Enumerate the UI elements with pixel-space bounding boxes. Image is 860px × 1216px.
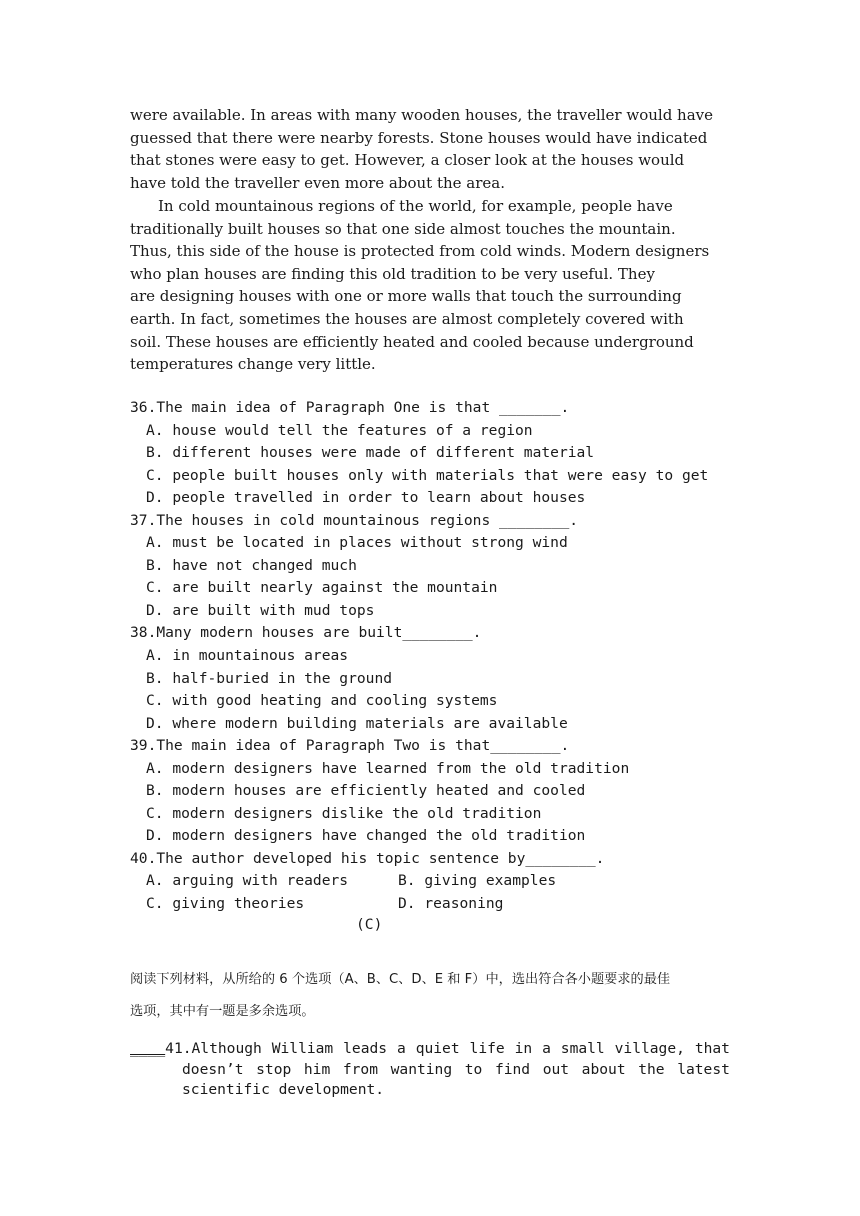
passage-paragraph-1 [130, 104, 730, 194]
question-40-option-c: C. giving theories [146, 895, 305, 913]
word: the [638, 1060, 665, 1078]
instruction-line: 阅读下列材料，从所给的 6 个选项（A、B、C、D、E 和 F）中，选出符合各小题要求的最佳 [130, 972, 671, 987]
question-39-option-c: C. modern designers dislike the old tradition [146, 804, 542, 822]
text-line: were available. In areas with many wooden houses, the traveller would have [130, 106, 714, 124]
question-39-stem: 39.The main idea of Paragraph Two is that________. [130, 737, 570, 755]
instructions [130, 964, 730, 1028]
question-37-option-d: D. are built with mud tops [146, 601, 375, 619]
word: quiet [415, 1040, 460, 1057]
question-38-option-b: B. half-buried in the ground [146, 669, 393, 687]
text-line: guessed that there were nearby forests. Stone houses would have indicated [130, 128, 708, 147]
question-36-option-a: A. house would tell the features of a region [146, 421, 533, 439]
text-line: are designing houses with one or more walls that touch the surrounding [130, 287, 682, 306]
question-39-option-a: A. modern designers have learned from the old tradition [146, 759, 630, 777]
question-38-option-d: D. where modern building materials are available [146, 714, 568, 732]
question-36-option-b: B. different houses were made of different material [146, 444, 595, 462]
word: William [271, 1040, 334, 1057]
word: latest [677, 1060, 730, 1078]
question-40-options-row-1 [130, 870, 730, 893]
word: 41.Although [165, 1040, 262, 1057]
question-36-stem: 36.The main idea of Paragraph One is that _______. [130, 399, 570, 416]
text-line: who plan houses are finding this old tradition to be very useful. They [130, 264, 655, 283]
question-36-option-d: D. people travelled in order to learn about houses [146, 489, 586, 507]
question-40-option-d: D. reasoning [398, 895, 504, 913]
section-label: (C) [356, 916, 383, 933]
text-line: In cold mountainous regions of the world, for example, people have [158, 197, 673, 215]
word: leads [343, 1040, 388, 1057]
word: life [469, 1040, 505, 1057]
question-39-option-d: D. modern designers have changed the old tradition [146, 827, 586, 845]
question-41-lead [130, 1039, 262, 1060]
word: from [342, 1060, 379, 1078]
word: about [581, 1060, 626, 1078]
word: to [464, 1060, 483, 1078]
text-line: traditionally built houses so that one side almost touches the mountain. [130, 219, 676, 238]
question-37-option-a: A. must be located in places without strong wind [146, 534, 568, 552]
question-38-option-c: C. with good heating and cooling systems [146, 692, 498, 710]
instruction-line: 选项，其中有一题是多余选项。 [130, 1004, 315, 1019]
question-40-option-a: A. arguing with readers [146, 872, 349, 890]
word: out [542, 1060, 570, 1078]
word: doesn’t [182, 1060, 244, 1078]
word: wanting [390, 1060, 453, 1078]
word: find [494, 1060, 531, 1078]
text-line: have told the traveller even more about the area. [130, 173, 505, 192]
word: in [514, 1040, 533, 1057]
word: village, [614, 1040, 685, 1057]
word: that [694, 1040, 730, 1057]
passage-paragraph-2 [130, 195, 730, 376]
text-line: earth. In fact, sometimes the houses are almost completely covered with [130, 309, 684, 328]
word: stop [256, 1060, 292, 1078]
word: a [542, 1040, 551, 1057]
question-41-line-1 [130, 1039, 730, 1060]
question-37-option-c: C. are built nearly against the mountain [146, 579, 498, 597]
question-41-line-2 [130, 1060, 730, 1081]
word: a [396, 1040, 406, 1057]
question-41-line-3-text: scientific development. [182, 1081, 385, 1098]
question-37-option-b: B. have not changed much [146, 556, 357, 574]
text-line: Thus, this side of the house is protected from cold winds. Modern designers [130, 242, 710, 261]
question-37-stem: 37.The houses in cold mountainous regions ________. [130, 511, 579, 529]
question-40-options-row-2 [130, 893, 730, 916]
word: small [560, 1040, 605, 1057]
text-line: temperatures change very little. [130, 355, 376, 374]
question-36-option-c: C. people built houses only with materials that were easy to get [146, 466, 709, 484]
question-38-option-a: A. in mountainous areas [146, 647, 349, 665]
question-41 [130, 1039, 730, 1101]
question-40-stem: 40.The author developed his topic sentence by________. [130, 849, 605, 867]
question-38-stem: 38.Many modern houses are built________. [130, 624, 482, 642]
word: him [303, 1060, 331, 1078]
question-41-line-3 [130, 1080, 730, 1101]
question-40-option-b: B. giving examples [398, 872, 557, 890]
question-list [130, 397, 730, 916]
question-39-option-b: B. modern houses are efficiently heated and cooled [146, 782, 586, 800]
text-line: soil. These houses are efficiently heated and cooled because underground [130, 332, 694, 351]
answer-blank: ____ [130, 1040, 166, 1057]
text-line: that stones were easy to get. However, a closer look at the houses would [130, 151, 685, 170]
